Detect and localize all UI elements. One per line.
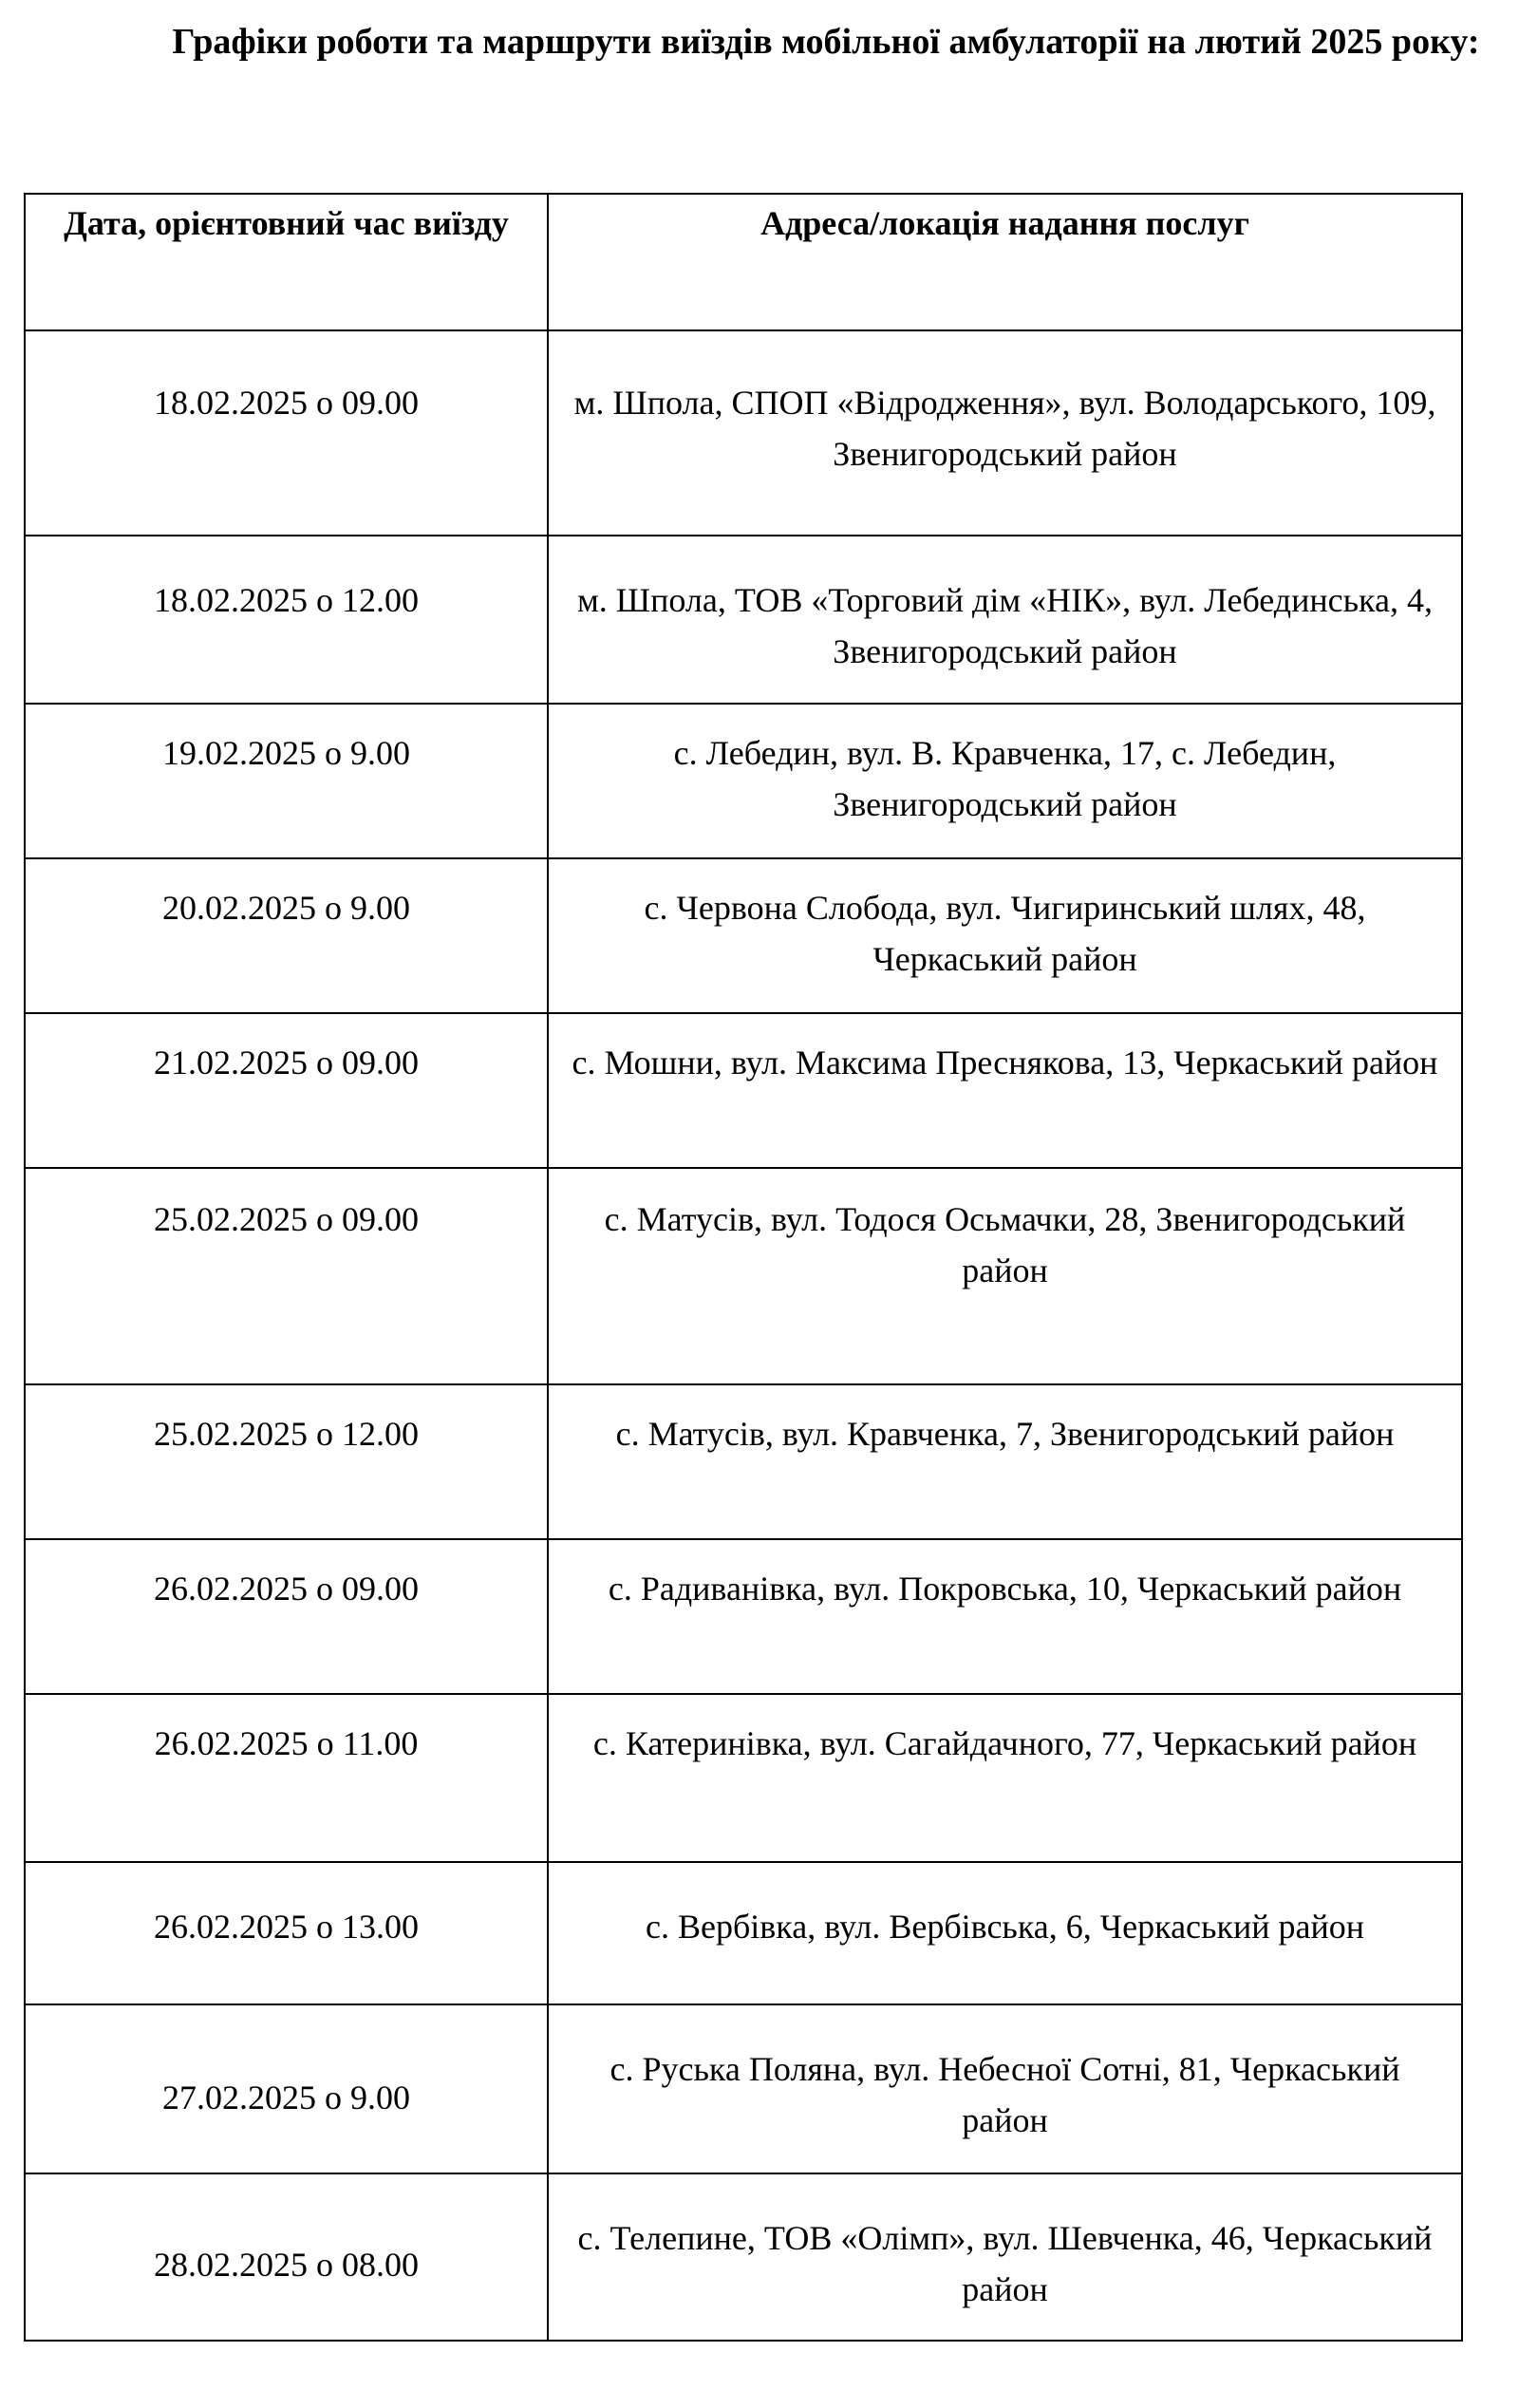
header-date: Дата, орієнтовний час виїзду bbox=[25, 194, 548, 330]
header-address: Адреса/локація надання послуг bbox=[548, 194, 1462, 330]
row-date: 19.02.2025 о 9.00 bbox=[25, 704, 548, 858]
schedule-table bbox=[24, 193, 1463, 2342]
table-row bbox=[25, 858, 1462, 1013]
table-row bbox=[25, 1694, 1462, 1862]
table-row bbox=[25, 1168, 1462, 1384]
row-address: с. Вербівка, вул. Вербівська, 6, Черкаський район bbox=[548, 1862, 1462, 2004]
row-address: с. Руська Поляна, вул. Небесної Сотні, 81, Черкаський район bbox=[548, 2004, 1462, 2173]
row-date: 26.02.2025 о 09.00 bbox=[25, 1539, 548, 1694]
row-date: 28.02.2025 о 08.00 bbox=[25, 2173, 548, 2341]
row-date: 20.02.2025 о 9.00 bbox=[25, 858, 548, 1013]
table-row bbox=[25, 330, 1462, 536]
table-row bbox=[25, 536, 1462, 704]
row-date: 21.02.2025 о 09.00 bbox=[25, 1013, 548, 1168]
table-row bbox=[25, 2004, 1462, 2173]
row-date: 25.02.2025 о 09.00 bbox=[25, 1168, 548, 1384]
row-address: с. Матусів, вул. Тодося Осьмачки, 28, Звенигородський район bbox=[548, 1168, 1462, 1384]
row-date: 18.02.2025 о 12.00 bbox=[25, 536, 548, 704]
row-date: 27.02.2025 о 9.00 bbox=[25, 2004, 548, 2173]
row-address: с. Радиванівка, вул. Покровська, 10, Черкаський район bbox=[548, 1539, 1462, 1694]
row-address: с. Матусів, вул. Кравченка, 7, Звенигородський район bbox=[548, 1384, 1462, 1539]
table-row bbox=[25, 2173, 1462, 2341]
table-row bbox=[25, 1862, 1462, 2004]
table-row bbox=[25, 1013, 1462, 1168]
row-address: с. Червона Слобода, вул. Чигиринський шлях, 48, Черкаський район bbox=[548, 858, 1462, 1013]
row-address: с. Лебедин, вул. В. Кравченка, 17, с. Лебедин, Звенигородський район bbox=[548, 704, 1462, 858]
row-date: 26.02.2025 о 13.00 bbox=[25, 1862, 548, 2004]
table-row bbox=[25, 704, 1462, 858]
row-date: 26.02.2025 о 11.00 bbox=[25, 1694, 548, 1862]
row-address: с. Катеринівка, вул. Сагайдачного, 77, Черкаський район bbox=[548, 1694, 1462, 1862]
row-address: с. Мошни, вул. Максима Преснякова, 13, Черкаський район bbox=[548, 1013, 1462, 1168]
row-address: м. Шпола, ТОВ «Торговий дім «НІК», вул. Лебединська, 4, Звенигородський район bbox=[548, 536, 1462, 704]
table-row bbox=[25, 1539, 1462, 1694]
table-header-row bbox=[25, 194, 1462, 330]
row-address: м. Шпола, СПОП «Відродження», вул. Володарського, 109, Звенигородський район bbox=[548, 330, 1462, 536]
table-row bbox=[25, 1384, 1462, 1539]
row-address: с. Телепине, ТОВ «Олімп», вул. Шевченка, 46, Черкаський район bbox=[548, 2173, 1462, 2341]
row-date: 18.02.2025 о 09.00 bbox=[25, 330, 548, 536]
row-date: 25.02.2025 о 12.00 bbox=[25, 1384, 548, 1539]
document-title: Графіки роботи та маршрути виїздів мобільної амбулаторії на лютий 2025 року: bbox=[172, 22, 1480, 62]
